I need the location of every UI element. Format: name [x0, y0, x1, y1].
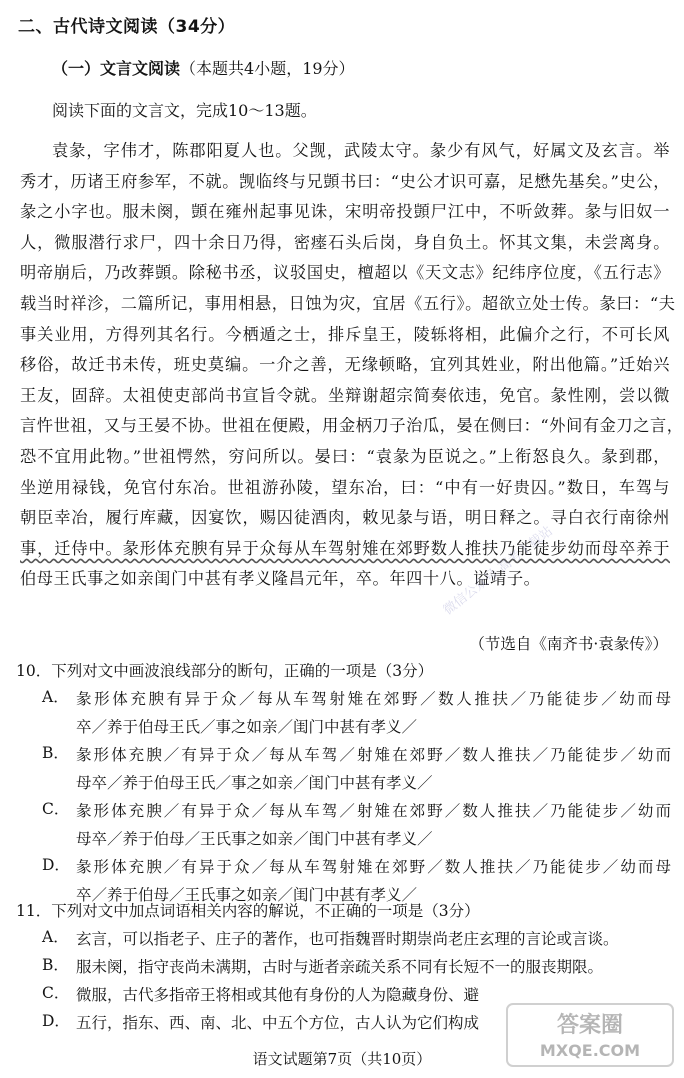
option-letter: B．	[42, 744, 69, 762]
option-text: 微服，古代多指帝王将相或其他有身份的人为隐藏身份、避	[76, 986, 480, 1004]
question-stem: 11．下列对文中加点词语相关内容的解说，不正确的一项是（3分）	[16, 902, 480, 920]
passage-line: 朝臣幸冶，履行库藏，因宴饮，赐囚徒酒肉，敕见彖与语，明日释之。寻白衣行南徐州	[20, 508, 670, 528]
option-letter: D．	[42, 1012, 70, 1030]
passage-line: 人，微服潜行求尸，四十余日乃得，密瘗石头后岗，身自负土。怀其文集，未尝离身。	[20, 232, 670, 252]
option-text: 母卒／养于伯母／王氏事之如亲／闺门中甚有孝义／	[76, 830, 433, 848]
passage-line: 明帝崩后，乃改葬顗。除秘书丞，议驳国史，檀超以《天文志》纪纬序位度，《五行志》	[20, 263, 670, 283]
instruction: 阅读下面的文言文，完成10～13题。	[52, 101, 317, 120]
passage-line-wavy: 事，迁侍中。彖形体充腴有异于众每从车驾射雉在郊野数人推扶乃能徒步幼而母卒养于	[20, 538, 670, 558]
question-stem: 10．下列对文中画波浪线部分的断句，正确的一项是（3分）	[16, 662, 434, 680]
option-letter: A．	[42, 688, 69, 706]
option-text: 卒／养于伯母／王氏事之如亲／闺门中甚有孝义／	[76, 886, 418, 904]
passage-line: 王友，固辞。太祖使吏部尚书宣旨令就。坐辩谢超宗简奏依违，免官。彖性刚，尝以微	[20, 385, 670, 405]
passage-line: 移俗，故迁书未传，班史莫编。一介之善，无缘顿略，宜列其姓业，附出他篇。”迁始兴	[20, 355, 670, 375]
question-10	[16, 658, 671, 909]
option-a[interactable]	[16, 685, 671, 741]
section-title: 二、古代诗文阅读（34分）	[18, 17, 236, 37]
passage-line-wavy: 伯母王氏事之如亲闺门中甚有孝义隆昌元年，卒。年四十八。谥靖子。	[20, 569, 541, 589]
option-text: 玄言，可以指老子、庄子的著作，也可指魏晋时期崇尚老庄玄理的言论或言谈。	[76, 930, 619, 948]
passage-line: 载当时祥沴，二篇所记，事用相悬，日蚀为灾，宜居《五行》。超欲立处士传。彖曰：“夫	[20, 293, 676, 313]
passage-line: 事关业用，方得列其名行。今栖遁之士，排斥皇王，陵轹将相，此偏介之行，不可长风	[20, 324, 670, 344]
passage-line: 坐逆用禄钱，免官付东冶。世祖游孙陵，望东冶，曰：“中有一好贵囚。”数日，车驾与	[20, 477, 670, 497]
option-text: 彖形体充腴有异于众／每从车驾射雉在郊野／数人推扶／乃能徒步／幼而母	[76, 690, 671, 708]
passage-line: 袁彖，字伟才，陈郡阳夏人也。父觊，武陵太守。彖少有风气，好属文及玄言。举	[52, 141, 670, 160]
option-letter: D．	[42, 856, 70, 874]
option-text: 五行，指东、西、南、北、中五个方位，古人认为它们构成	[76, 1014, 480, 1032]
option-letter: C．	[42, 984, 70, 1002]
option-c[interactable]	[16, 797, 671, 853]
passage-line: 秀才，历诸王府参军，不就。觊临终与兄顗书曰：“史公才识可嘉，足懋先基矣。”史公，	[20, 171, 670, 191]
passage-source: （节选自《南齐书·袁彖传》）	[469, 635, 668, 653]
option-b[interactable]	[16, 953, 671, 981]
option-letter: A．	[42, 928, 69, 946]
option-a[interactable]	[16, 925, 671, 953]
page-footer: 语文试题第7页（共10页）	[252, 1050, 432, 1068]
svg-text:答案圈: 答案圈	[556, 1013, 624, 1038]
option-text: 服未阕，指守丧尚未满期，古时与逝者亲疏关系不同有长短不一的服丧期限。	[76, 958, 604, 976]
option-text: 卒／养于伯母王氏／事之如亲／闺门中甚有孝义／	[76, 718, 418, 736]
option-text: 彖形体充腴／有异于众／每从车驾／射雉在郊野／数人推扶／乃能徒步／幼而	[76, 802, 671, 820]
option-b[interactable]	[16, 741, 671, 797]
option-text: 彖形体充腴／有异于众／每从车驾／射雉在郊野／数人推扶／乃能徒步／幼而	[76, 746, 671, 764]
option-letter: B．	[42, 956, 69, 974]
subsection-note: （本题共4小题，19分）	[180, 59, 355, 78]
watermark: 微信公众号 高考下载站	[440, 523, 556, 619]
option-text: 彖形体充腴／有异于众／每从车驾射雉在郊野／数人推扶／乃能徒步／幼而母	[76, 858, 671, 876]
svg-text:MXQE.COM: MXQE.COM	[539, 1041, 641, 1060]
classical-passage	[20, 136, 684, 595]
option-text: 母卒／养于伯母王氏／事之如亲／闺门中甚有孝义／	[76, 774, 433, 792]
subsection-title	[52, 56, 355, 79]
subsection-label: （一）文言文阅读	[52, 59, 181, 78]
passage-line: 言忤世祖，又与王晏不协。世祖在便殿，用金柄刀子治瓜，晏在侧曰：“外间有金刀之言，	[20, 416, 684, 436]
option-letter: C．	[42, 800, 70, 818]
passage-line: 恐不宜用此物。”世祖愕然，穷问所以。晏曰：“袁彖为臣说之。”上衔怒良久。彖到郡，	[20, 446, 670, 466]
passage-line: 彖之小字也。服未阕，顗在雍州起事见诛，宋明帝投顗尸江中，不听敛葬。彖与旧奴一	[20, 202, 670, 222]
